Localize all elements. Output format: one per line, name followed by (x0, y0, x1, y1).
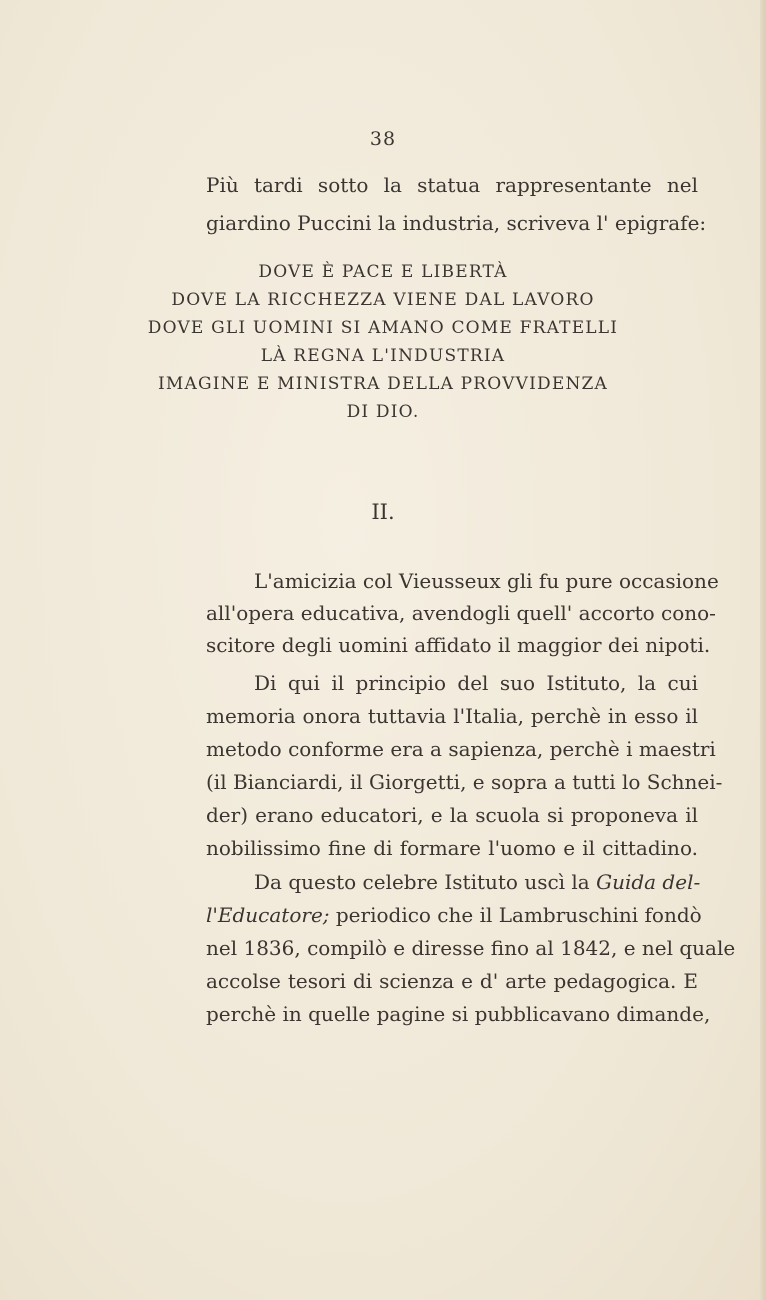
section-heading: II. (371, 500, 395, 524)
body-line: memoria onora tuttavia l'Italia, perchè in esso il (206, 704, 698, 728)
body-line (254, 867, 701, 897)
body-line: L'amicizia col Vieusseux gli fu pure occasione (254, 569, 719, 593)
body-line: metodo conforme era a sapienza, perchè i maestri (206, 737, 716, 761)
intro-line: giardino Puccini la industria, scriveva l' epigrafe: (206, 211, 707, 235)
body-text: Da questo celebre Istituto uscì la (254, 870, 590, 894)
epigraph-line: DI DIO. (346, 402, 420, 422)
intro-line: Più tardi sotto la statua rappresentante nel (206, 173, 698, 197)
body-line: perchè in quelle pagine si pubblicavano dimande, (206, 1002, 711, 1026)
body-text: periodico che il Lambruschini fondò (335, 903, 702, 927)
journal-title: l'Educatore; (206, 903, 330, 927)
body-line: scitore degli uomini affidato il maggior dei nipoti. (206, 633, 711, 657)
body-line: accolse tesori di scienza e d' arte pedagogica. E (206, 969, 698, 993)
body-line (206, 900, 702, 930)
epigraph-line: DOVE È PACE E LIBERTÀ (258, 262, 508, 282)
body-line: all'opera educativa, avendogli quell' accorto cono- (206, 601, 716, 625)
epigraph-line: DOVE LA RICCHEZZA VIENE DAL LAVORO (171, 290, 595, 310)
page-number: 38 (369, 128, 397, 150)
body-line: nobilissimo fine di formare l'uomo e il cittadino. (206, 836, 698, 860)
body-line: nel 1836, compilò e diresse fino al 1842, e nel quale (206, 936, 736, 960)
page-edge (760, 0, 766, 1300)
epigraph-line: IMAGINE E MINISTRA DELLA PROVVIDENZA (157, 374, 609, 394)
body-line: der) erano educatori, e la scuola si proponeva il (206, 803, 698, 827)
body-line: (il Bianciardi, il Giorgetti, e sopra a tutti lo Schnei- (206, 770, 723, 794)
body-line: Di qui il principio del suo Istituto, la cui (254, 671, 698, 695)
epigraph-line: DOVE GLI UOMINI SI AMANO COME FRATELLI (147, 318, 619, 338)
epigraph-line: LÀ REGNA L'INDUSTRIA (260, 346, 506, 366)
journal-title: Guida del- (596, 870, 701, 894)
